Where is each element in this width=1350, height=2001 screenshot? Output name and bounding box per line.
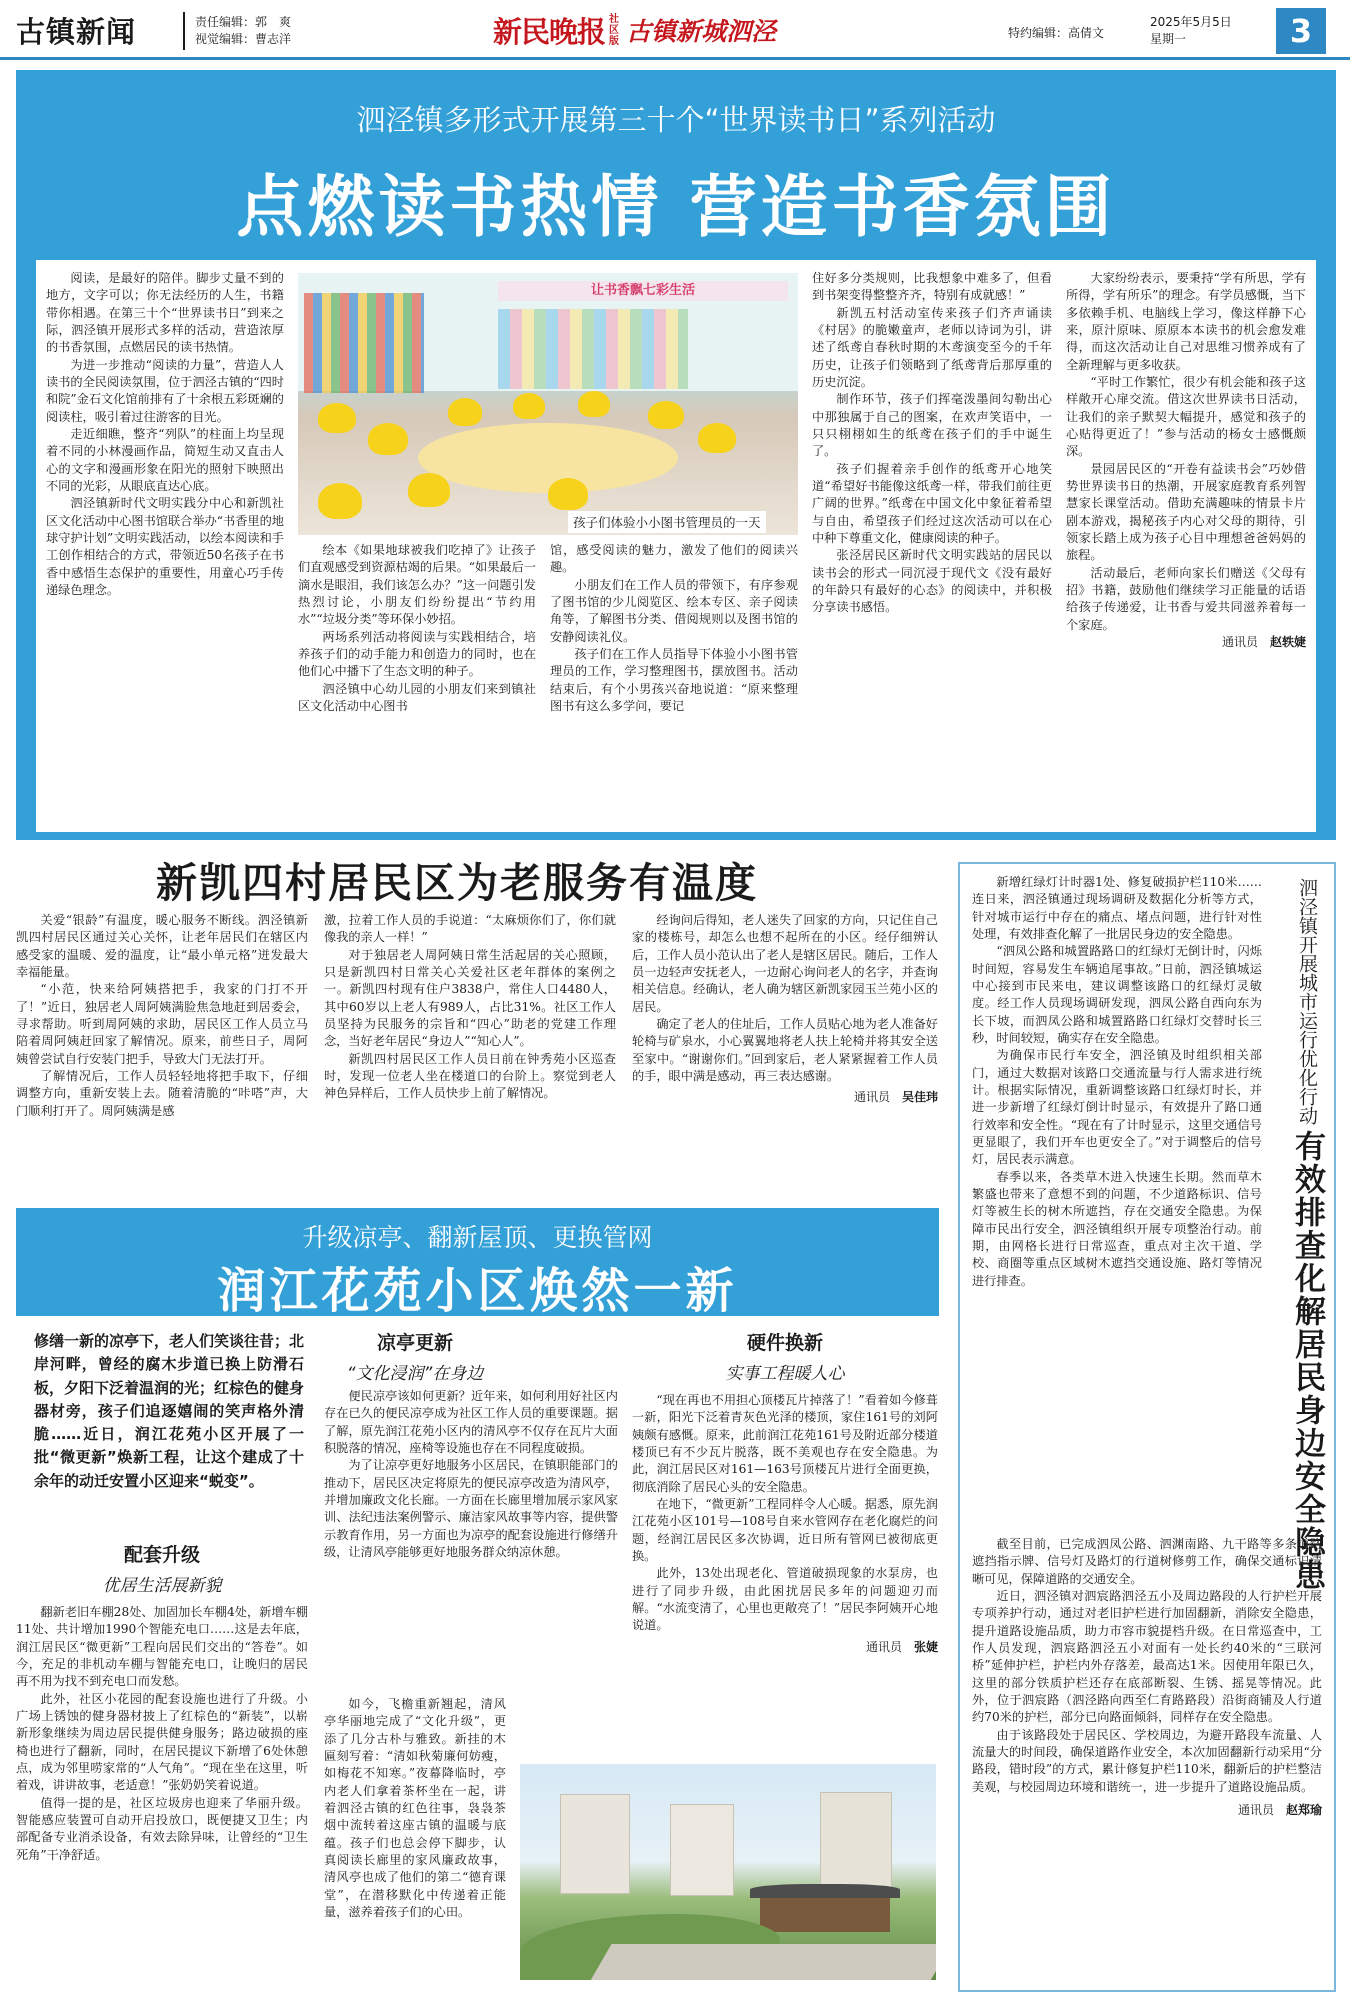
article-reading-day <box>16 70 1336 840</box>
child-hat <box>408 473 450 507</box>
article1-byline <box>1066 634 1306 651</box>
child-hat <box>548 478 588 510</box>
paragraph: 张泾居民区新时代文明实践站的居民以读书会的形式一同沉浸于现代文《没有最好的年龄只有最好的心态》的阅读中，并积极分享读书感悟。 <box>812 548 1052 615</box>
reading-photo <box>298 273 798 535</box>
sec2-title: 凉亭更新 <box>376 1332 453 1354</box>
article3-sec2 <box>324 1328 506 1384</box>
paragraph: 由于该路段处于居民区、学校周边，为避开路段车流量、人流量大的时间段，确保道路作业安全，本次加固翻新行动采用“分路段，错时段”的方式，累计修复护栏110米，翻新后的护栏整洁美观，与校园周边环境和谐统一，进一步提升了道路设施品质。 <box>972 1727 1322 1794</box>
child-hat <box>698 423 736 453</box>
paragraph: 景园居民区的“开卷有益读书会”巧妙借势世界读书日的热潮，开展家庭教育系列智慧家长课堂活动。借助充满趣味的情景卡片剧本游戏，揭秘孩子内心对父母的期待，引领家长踏上成为孩子心目中理想爸爸妈妈的旅程。 <box>1066 461 1306 563</box>
article1-col1 <box>46 270 284 599</box>
paragraph: 孩子们握着亲手创作的纸鸢开心地笑道“希望好书能像这纸鸢一样，带我们前往更广阔的世界。”纸鸢在中国文化中象征着希望与自由，希望孩子们经过这次活动可以在心中种下尊重文化，健康阅读的种子。 <box>812 461 1052 545</box>
child-hat <box>448 398 482 426</box>
bookshelf <box>304 293 424 393</box>
paragraph: 大家纷纷表示，要秉持“学有所思，学有所得，学有所乐”的理念。有学员感慨，当下多依赖手机、电脑线上学习，像这样静下心来，原汁原味、原原本本读书的机会愈发难得，而这次活动让自己对思维习惯养成有了全新理解与更多收获。 <box>1066 271 1306 372</box>
article3-sec3 <box>632 1328 938 1656</box>
special-editor-line: 特约编辑：高倩文 <box>1008 26 1105 40</box>
weekday: 星期一 <box>1150 32 1187 46</box>
article3-lead: 修缮一新的凉亭下，老人们笑谈往昔；北岸河畔，曾经的腐木步道已换上防滑石板，夕阳下泛着温润的光；红棕色的健身器材旁，孩子们追逐嬉闹的笑声格外清脆……近日，润江花苑小区开展了一批“微更新”焕新工程，让这个建成了十余年的动迁安置小区迎来“蜕变”。 <box>34 1332 305 1490</box>
pavilion-roof <box>750 1884 900 1898</box>
child-hat <box>318 483 362 519</box>
paragraph: 春季以来，各类草木进入快速生长期。然而草木繁盛也带来了意想不到的问题，不少道路标识、信号灯等被生长的树木所遮挡，存在交通安全隐患。为保障市民出行安全，泗泾镇组织开展专项整治行动。前期，由网格长进行日常巡查，重点对主次干道、学校、商圈等重点区域树木遮挡交通设施、路灯等情况进行排查。 <box>972 1169 1262 1288</box>
article4-title <box>1276 878 1326 1592</box>
paragraph: 激，拉着工作人员的手说道：“太麻烦你们了，你们就像我的亲人一样！” <box>324 913 616 945</box>
sec2-subtitle: “文化浸润”在身边 <box>346 1364 484 1384</box>
article4-headline: 有效排查化解居民身边安全隐患 <box>1289 1130 1325 1593</box>
paragraph: 为了让凉亭更好地服务小区居民，在镇职能部门的推动下，居民区决定将原先的便民凉亭改造为清风亭，并增加廉政文化长廊。一方面在长廊里增加展示家风家训、法纪违法案例警示、廉洁家风故事等内容，提供警示教育作用，另一方面也为凉亭的配套设施进行修缮升级，让清风亭能够更好地服务群众纳凉休憩。 <box>324 1458 618 1559</box>
bookshelf <box>498 309 688 389</box>
article3-headline: 润江花苑小区焕然一新 <box>217 1263 738 1319</box>
section-title: 古镇新闻 <box>16 15 137 49</box>
paragraph: 新凯四村居民区工作人员日前在钟秀苑小区巡查时，发现一位老人坐在楼道口的台阶上。察觉到老人神色异样后，工作人员快步上前了解情况。 <box>324 1051 616 1101</box>
paragraph: 确定了老人的住址后，工作人员贴心地为老人准备好轮椅与矿泉水，小心翼翼地将老人扶上轮椅并将其安全送至家中。“谢谢你们。”回到家后，老人紧紧握着工作人员的手，眼中满是感动，再三表达感谢。 <box>632 1016 938 1083</box>
editor-credits <box>195 14 291 48</box>
sec2-body-bottom <box>324 1696 506 1921</box>
paragraph: 小朋友们在工作人员的带领下，有序参观了图书馆的少儿阅览区、绘本专区、亲子阅读角等，了解图书分类、借阅规则以及图书馆的安静阅读礼仪。 <box>550 577 798 644</box>
paragraph: 泗泾镇新时代文明实践分中心和新凯社区文化活动中心图书馆联合举办“书香里的地球守护计划”文明实践活动，以绘本阅读和手工创作相结合的方式，带领近50名孩子在书香中感悟生态保护的重要性，用童心巧手传递绿色理念。 <box>46 496 284 597</box>
child-hat <box>513 393 545 419</box>
sec1-subtitle: 优居生活展新貌 <box>102 1576 222 1596</box>
paragraph: “现在再也不用担心顶楼瓦片掉落了！”看着如今修葺一新，阳光下泛着青灰色光泽的楼顶，家住161号的刘阿姨颇有感慨。原来，此前润江花苑161号及附近部分楼道楼顶已有不少瓦片脱落，既不美观也存在安全隐患。为此，润江居民区对161—163号顶楼瓦片进行全面更换，彻底消除了居民心头的安全隐患。 <box>632 1393 938 1494</box>
article1-col4 <box>812 270 1052 617</box>
child-hat <box>578 391 610 417</box>
paragraph: 如今，飞檐重新翘起，清风亭华丽地完成了“文化升级”，更添了几分古朴与雅致。新挂的木匾刻写着：“清如秋菊廉何妨瘦，如梅花不知寒。”夜幕降临时，亭内老人们拿着茶杯坐在一起，讲着泗泾古镇的红色往事，袅袅茶烟中流转着这座古镇的温暖与底蕴。孩子们也总会停下脚步，认真阅读长廊里的家风廉政故事，清风亭也成了他们的第二“德育课堂”，在潜移默化中传递着正能量，滋养着孩子们的心田。 <box>324 1697 506 1919</box>
child-hat <box>318 403 356 433</box>
paragraph: 阅读，是最好的陪伴。脚步丈量不到的地方，文字可以；你无法经历的人生，书籍带你相遇。在第三十个“世界读书日”到来之际，泗泾镇开展形式多样的活动，营造浓厚的书香氛围，点燃居民的读书热情。 <box>46 271 284 355</box>
article3-sec1 <box>16 1540 308 1864</box>
visual-editor-line: 视觉编辑：曹志洋 <box>195 32 292 46</box>
paragraph: 关爱“银龄”有温度，暖心服务不断线。泗泾镇新凯四村居民区通过关心关怀，让老年居民们在辖区内感受家的温暖、爱的温度，让“最小单元格”迸发最大幸福能量。 <box>16 913 308 979</box>
date: 2025年5月5日 <box>1150 15 1232 29</box>
article1-body <box>36 260 1316 832</box>
article4-body-top <box>972 874 1262 1290</box>
pavilion-photo <box>520 1764 936 1980</box>
paragraph: 馆，感受阅读的魅力，激发了他们的阅读兴趣。 <box>550 543 798 575</box>
article3-byline <box>632 1639 938 1656</box>
paragraph: 值得一提的是，社区垃圾房也迎来了华丽升级。智能感应装置可自动开启投放口，既便捷又卫生；内部配备专业消杀设备，有效去除异味，让曾经的“卫生死角”干净舒适。 <box>16 1795 308 1862</box>
building <box>820 1792 892 1896</box>
logo-sub: 社区版 <box>609 13 620 47</box>
issue-date <box>1150 14 1232 48</box>
byline-label: 通讯员 <box>853 1090 890 1105</box>
byline-label: 通讯员 <box>1221 634 1258 649</box>
sec1-body <box>16 1604 308 1864</box>
paragraph: 住好多分类规则，比我想象中难多了，但看到书架变得整整齐齐，特别有成就感！” <box>812 271 1052 303</box>
paragraph: “平时工作繁忙，很少有机会能和孩子这样敞开心扉交流。借这次世界读书日活动，让我们的亲子默契大幅提升，感觉和孩子的心贴得更近了！”参与活动的杨女士感慨颇深。 <box>1066 374 1306 459</box>
sec2-heading <box>324 1328 506 1384</box>
byline-name: 赵轶婕 <box>1269 634 1306 649</box>
paragraph: 新增红绿灯计时器1处、修复破损护栏110米……连日来，泗泾镇通过现场调研及数据化分析等方式，针对城市运行中存在的痛点、堵点问题，进行针对性处理，有效排查化解了一批居民身边的安全隐患。 <box>972 875 1262 941</box>
paragraph: 了解情况后，工作人员轻轻地将把手取下，仔细调整方向，重新安装上去。随着清脆的“咔嗒”声，大门顺利打开了。周阿姨满是感 <box>16 1068 308 1118</box>
paragraph: 为进一步推动“阅读的力量”，营造人人读书的全民阅读氛围，位于泗泾古镇的“四时和院”金石文化馆前排有了十余根五彩斑斓的阅读柱，吸引着过往游客的目光。 <box>46 357 284 424</box>
sec3-subtitle: 实事工程暖人心 <box>725 1364 845 1384</box>
article3-kicker: 升级凉亭、翻新屋顶、更换管网 <box>302 1223 653 1252</box>
reading-table <box>418 423 678 493</box>
article2-col3 <box>632 912 938 1106</box>
paragraph: 绘本《如果地球被我们吃掉了》让孩子们直观感受到资源枯竭的后果。“如果最后一滴水是眼泪，我们该怎么办？”这一问题引发热烈讨论，小朋友们纷纷提出“节约用水”“垃圾分类”等环保小妙招。 <box>298 543 536 627</box>
article1-col2 <box>298 542 536 715</box>
byline-name: 赵郑瑜 <box>1285 1802 1322 1817</box>
paragraph: 近日，泗泾镇对泗宸路泗泾五小及周边路段的人行护栏开展专项养护行动，通过对老旧护栏进行加固翻新，消除安全隐患，提升道路设施品质，助力市容市貌提档升级。在日常巡查中，工作人员发现，泗宸路泗泾五小对面有一处长约40米的“三联河桥”延伸护栏，护栏内外存落差，最高达1米。因使用年限已久，这里的部分铁质护栏还存在底部断裂、生锈、摇晃等情况。此外，位于泗宸路（泗泾路向西至仁育路路段）沿街商铺及人行道约70米的护栏，部分已向路面倾斜，同样存在安全隐患。 <box>972 1588 1322 1725</box>
paragraph: 泗泾镇中心幼儿园的小朋友们来到镇社区文化活动中心图书 <box>298 681 536 713</box>
byline-name: 张婕 <box>913 1639 938 1654</box>
paragraph: “小范，快来给阿姨搭把手，我家的门打不开了！”近日，独居老人周阿姨满脸焦急地赶到居委会，寻求帮助。听到周阿姨的求助，居民区工作人员立马陪着周阿姨赶回家了解情况。原来，前些日子，周阿姨曾尝试自行安装门把手，导致大门无法打开。 <box>16 982 308 1066</box>
article4-body-bottom <box>972 1536 1322 1819</box>
building <box>560 1794 630 1894</box>
article4-kicker: 泗泾镇开展城市运行优化行动 <box>1296 878 1318 1125</box>
article2-headline: 新凯四村居民区为老服务有温度 <box>156 859 758 907</box>
logo-name: 新民晚报 <box>493 14 606 49</box>
article4-byline <box>972 1802 1322 1819</box>
newspaper-logo <box>493 6 776 54</box>
paragraph: 走近细瞧，整齐“列队”的柱面上均呈现着不同的小林漫画作品，简短生动又直击人心的文字和漫画形象在阳光的照射下映照出不同的光彩，从眼底直达心底。 <box>46 426 284 493</box>
paragraph: 翻新老旧车棚28处、加固加长车棚4处，新增车棚11处、共计增加1990个智能充电口……这是去年底，润江居民区“微更新”工程向居民们交出的“答卷”。如今，充足的非机动车棚与智能充电口，让晚归的居民再不用为找不到充电口而发愁。 <box>16 1605 308 1689</box>
paragraph: 对于独居老人周阿姨日常生活起居的关心照顾，只是新凯四村日常关心关爱社区老年群体的案例之一。新凯四村现有住户3838户，常住人口4480人，其中60岁以上老人有989人，占比31%。社区工作人员坚持为民服务的宗旨和“四心”助老的党建工作理念，当好老年居民“身边人”“知心人”。 <box>324 947 616 1049</box>
article-city-safety <box>958 862 1336 1992</box>
paragraph: 新凯五村活动室传来孩子们齐声诵读《村居》的脆嫩童声，老师以诗词为引，讲述了纸鸢自春秋时期的木鸢演变至今的千年历史，让孩子们领略到了纸鸢背后那厚重的历史沉淀。 <box>812 305 1052 389</box>
article3-banner <box>16 1208 939 1319</box>
child-hat <box>368 423 408 455</box>
paragraph: 为确保市民行车安全，泗泾镇及时组织相关部门，通过大数据对该路口交通流量与行人需求进行统计。根据实际情况，重新调整该路口红绿灯时长，并进一步新增了红绿灯倒计时显示，有效提升了路口通行效率和安全性。“现在有了计时显示，这里交通信号更显眼了，我们开车也更安全了。”对于调整后的信号灯，居民表示满意。 <box>972 1048 1262 1167</box>
photo-sign: 让书香飘七彩生活 <box>498 281 788 301</box>
sec3-heading <box>632 1328 938 1384</box>
paragraph: 截至目前，已完成泗凤公路、泗渊南路、九干路等多条道路遮挡指示牌、信号灯及路灯的行道树修剪工作，确保交通标识清晰可见，保障道路的交通安全。 <box>972 1537 1322 1586</box>
sec3-body <box>632 1392 938 1656</box>
sec2-body-top <box>324 1388 618 1561</box>
walkway <box>588 1944 936 1980</box>
paragraph: 经询问后得知，老人迷失了回家的方向，只记住自己家的楼栋号，却怎么也想不起所在的小区。经仔细辨认后，工作人员小范认出了老人是辖区居民。随后，工作人员一边轻声安抚老人，一边耐心询问老人的名字，并查询相关信息。经确认，老人确为辖区新凯家园玉兰苑小区的居民。 <box>632 913 938 1014</box>
editor-line: 责任编辑：郭 爽 <box>195 15 292 29</box>
byline-label: 通讯员 <box>865 1639 902 1654</box>
pavilion <box>760 1898 890 1932</box>
byline-name: 吴佳玮 <box>901 1090 938 1105</box>
photo-caption: 孩子们体验小小图书管理员的一天 <box>568 511 766 533</box>
page-number: 3 <box>1276 8 1326 54</box>
paragraph: 活动最后，老师向家长们赠送《父母有招》书籍，鼓励他们继续学习正能量的话语给孩子传递爱，让书香与爱共同滋养着每一个家庭。 <box>1066 565 1306 632</box>
paragraph: 在地下，“微更新”工程同样令人心暖。据悉，原先润江花苑小区101号—108号自来水管网存在老化腐烂的问题，经润江居民区多次协调，近日所有管网已被彻底更换。 <box>632 1496 938 1563</box>
article1-headline: 点燃读书热情 营造书香氛围 <box>236 168 1116 246</box>
masthead <box>0 0 1350 60</box>
paragraph: 此外，13处出现老化、管道破损现象的水泵房，也进行了同步升级，由此困扰居民多年的问题迎刃而解。“水流变清了，心里也更敞亮了！”居民李阿姨开心地说道。 <box>632 1566 938 1633</box>
sec1-title: 配套升级 <box>123 1544 200 1566</box>
sec3-title: 硬件换新 <box>746 1332 823 1354</box>
article2-byline <box>632 1089 938 1106</box>
sec1-heading <box>16 1540 308 1596</box>
child-hat <box>648 401 684 429</box>
building <box>670 1804 734 1896</box>
byline-label: 通讯员 <box>1237 1802 1274 1817</box>
paragraph: 孩子们在工作人员指导下体验小小图书管理员的工作，学习整理图书，摆放图书。活动结束后，有个小男孩兴奋地说道：“原来整理图书有这么多学问，要记 <box>550 646 798 713</box>
logo-edition: 古镇新城泗泾 <box>626 17 777 46</box>
paragraph: 两场系列活动将阅读与实践相结合，培养孩子们的动手能力和创造力的同时，也在他们心中播下了生态文明的种子。 <box>298 629 536 679</box>
paragraph: 便民凉亭该如何更新？近年来，如何利用好社区内存在已久的便民凉亭成为社区工作人员的重要课题。据了解，原先润江花苑小区内的清风亭不仅存在瓦片大面积脱落的情况，座椅等设施也存在不同程度破损。 <box>324 1389 618 1455</box>
paragraph: 制作环节，孩子们挥毫泼墨间勾勒出心中那独属于自己的图案，在欢声笑语中，一只只栩栩如生的纸鸢在孩子们的手中诞生了。 <box>812 392 1052 459</box>
paragraph: “泗凤公路和城置路路口的红绿灯无倒计时，闪烁时间短，容易发生车辆追尾事故。”日前，泗泾镇城运中心接到市民来电，建议调整该路口的红绿灯灵敏度。经工作人员现场调研发现，泗凤公路自西向东为长下坡，而泗凤公路和城置路路口红绿灯交替时长三秒，时间较短，确实存在安全隐患。 <box>972 944 1262 1045</box>
article1-kicker: 泗泾镇多形式开展第三十个“世界读书日”系列活动 <box>356 103 996 137</box>
article2-col1 <box>16 912 308 1120</box>
article2-col2 <box>324 912 616 1103</box>
masthead-divider <box>183 12 185 50</box>
paragraph: 此外，社区小花园的配套设施也进行了升级。小广场上锈蚀的健身器材披上了红棕色的“新装”，以崭新形象继续为周边居民提供健身服务；路边破损的座椅也进行了翻新，同时，在居民提议下新增了6处休憩点，成为邻里唠家常的“人气角”。“现在坐在这里，听着戏，讲讲故事，老适意！”张奶奶笑着说道。 <box>16 1691 308 1793</box>
article1-col3 <box>550 542 798 715</box>
article1-col5 <box>1066 270 1306 651</box>
